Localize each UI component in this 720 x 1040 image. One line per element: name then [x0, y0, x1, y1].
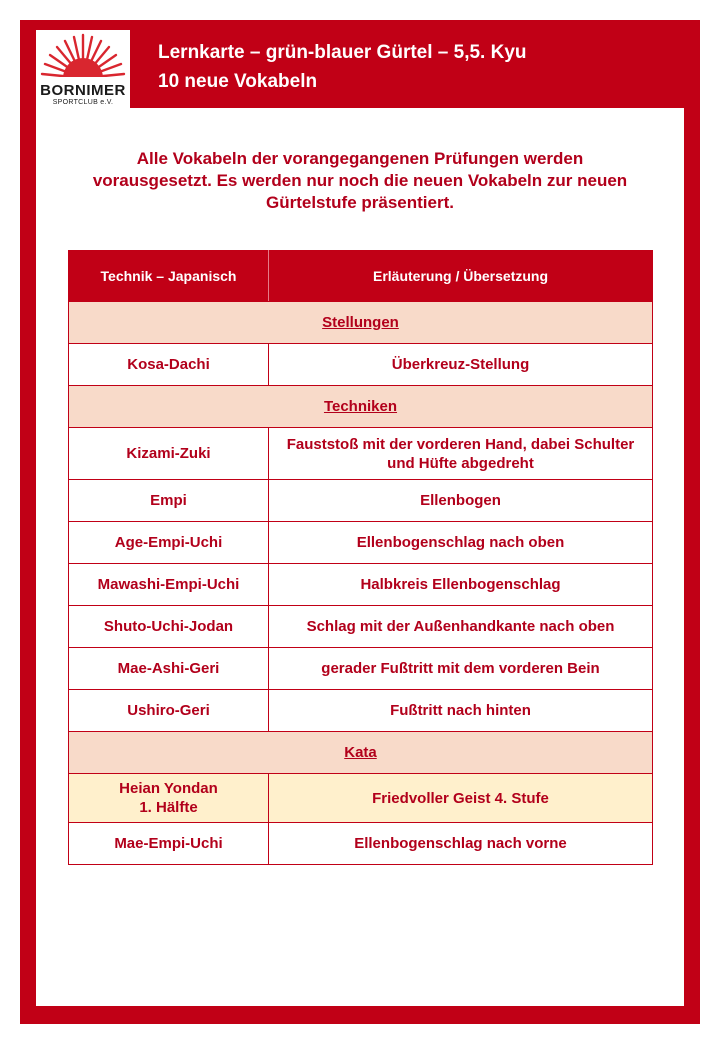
term-japanese-line1: Heian Yondan	[119, 780, 218, 797]
table-row	[69, 522, 653, 564]
table-row	[69, 606, 653, 648]
vocabulary-table	[68, 250, 653, 865]
header-subtitle: 10 neue Vokabeln	[158, 71, 318, 92]
term-japanese: Mae-Empi-Uchi	[69, 823, 269, 865]
term-japanese: Mawashi-Empi-Uchi	[69, 564, 269, 606]
logo-subtitle: SPORTCLUB e.V.	[52, 99, 114, 106]
term-japanese: Mae-Ashi-Geri	[69, 648, 269, 690]
term-translation: Fußtritt nach hinten	[269, 690, 653, 732]
section-row-techniken	[69, 386, 653, 428]
header-title: Lernkarte – grün-blauer Gürtel – 5,5. Kyu	[158, 42, 527, 63]
table-header-row	[69, 251, 653, 302]
section-title: Techniken	[323, 398, 398, 415]
term-japanese: Kosa-Dachi	[69, 344, 269, 386]
term-translation: Schlag mit der Außenhandkante nach oben	[269, 606, 653, 648]
term-translation: Halbkreis Ellenbogenschlag	[269, 564, 653, 606]
term-japanese: Ushiro-Geri	[69, 690, 269, 732]
term-japanese: Shuto-Uchi-Jodan	[69, 606, 269, 648]
term-japanese: Kizami-Zuki	[69, 428, 269, 480]
club-logo	[36, 30, 130, 108]
column-header-japanese: Technik – Japanisch	[69, 251, 269, 302]
section-title: Stellungen	[322, 314, 399, 331]
term-translation: Ellenbogenschlag nach vorne	[269, 823, 653, 865]
table-row	[69, 344, 653, 386]
term-translation: Fauststoß mit der vorderen Hand, dabei Schulter und Hüfte abgedreht	[269, 428, 653, 480]
logo-name: BORNIMER	[40, 82, 126, 99]
table-row	[69, 690, 653, 732]
section-title: Kata	[344, 744, 377, 761]
term-translation: gerader Fußtritt mit dem vorderen Bein	[269, 648, 653, 690]
term-translation: Friedvoller Geist 4. Stufe	[269, 774, 653, 823]
table-row	[69, 480, 653, 522]
intro-text: Alle Vokabeln der vorangegangenen Prüfungen werden vorausgesetzt. Es werden nur noch die neuen Vokabeln zur neuen Gürtelstufe präsentiert.	[92, 149, 628, 212]
table-row	[69, 648, 653, 690]
term-translation: Ellenbogenschlag nach oben	[269, 522, 653, 564]
column-header-translation: Erläuterung / Übersetzung	[269, 251, 653, 302]
term-japanese: Age-Empi-Uchi	[69, 522, 269, 564]
table-row	[69, 823, 653, 865]
term-japanese-line2: 1. Hälfte	[139, 799, 198, 816]
table-row	[69, 564, 653, 606]
term-translation: Ellenbogen	[269, 480, 653, 522]
section-row-stellungen	[69, 302, 653, 344]
section-row-kata	[69, 732, 653, 774]
term-japanese: Empi	[69, 480, 269, 522]
term-translation: Überkreuz-Stellung	[269, 344, 653, 386]
term-japanese	[69, 774, 269, 823]
table-row	[69, 428, 653, 480]
table-row-highlighted	[69, 774, 653, 823]
